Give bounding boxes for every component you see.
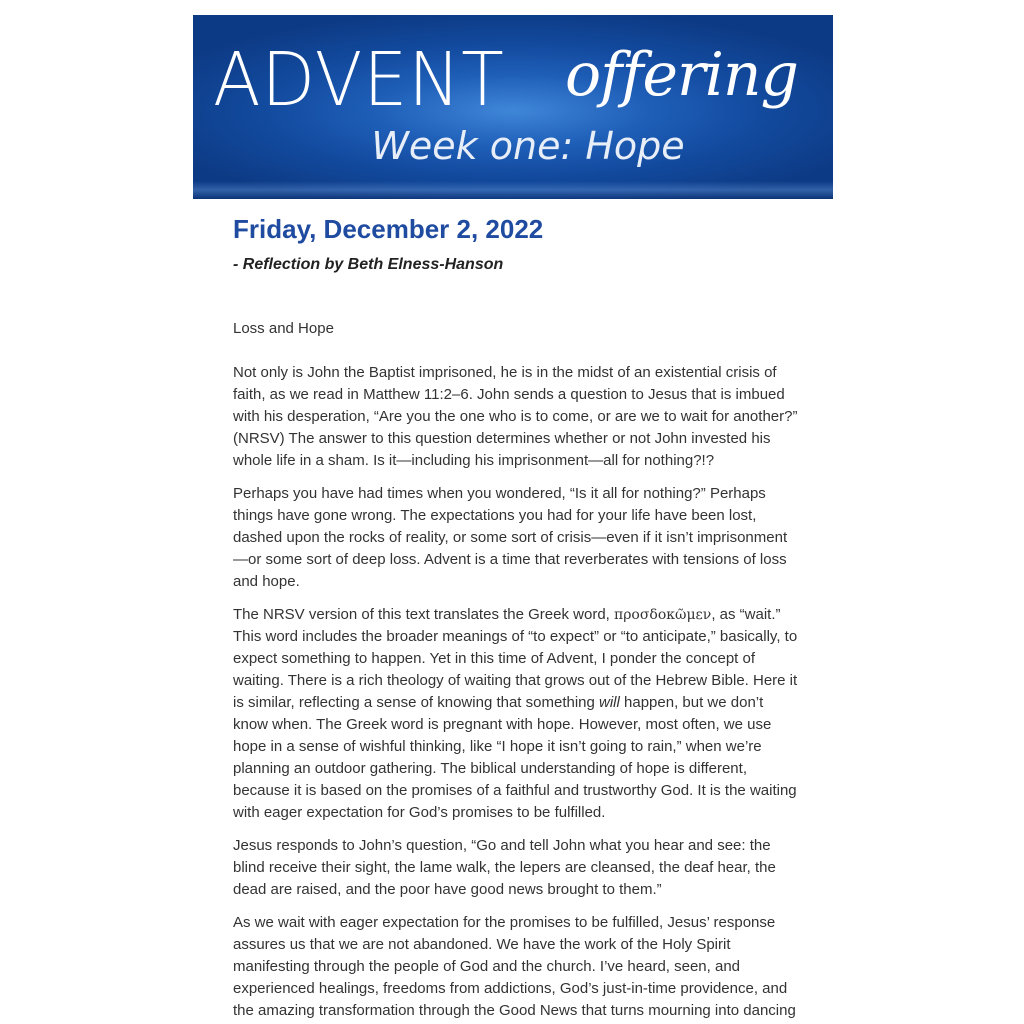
banner-title-advent: ADVENT [213,37,505,123]
emphasis-will: will [599,694,620,711]
banner-title-offering: offering [565,40,798,110]
paragraph-4: Jesus responds to John’s question, “Go and tell John what you hear and see: the blind receive their sight, the lame walk, the lepers are cleansed, the deaf hear, the dead are raised, and the poor have good news brought to them.” [233,837,776,898]
article-byline: - Reflection by Beth Elness-Hanson [233,256,504,273]
banner-subtitle: Week one: Hope [371,124,685,168]
paragraph-1: Not only is John the Baptist imprisoned, he is in the midst of an existential crisis of faith, as we read in Matthew 11:2–6. John sends a question to Jesus that is imbued with his desperation, “Are you the one who is to come, or are we to wait for another?” (NRSV) The answer to this question determines whether or not John invested his whole life in a sham. Is it—including his imprisonment—all for nothing?!? [233,364,798,469]
article-date: Friday, December 2, 2022 [233,214,544,244]
paragraph-3 [233,604,798,824]
paragraph-3-text-b: , as “wait.” This word includes the broader meanings of “to expect” or “to anticipate,” basically, to expect something to happen. Yet in this time of Advent, I ponder the concept of waiting. There is a rich theology of waiting that grows out of the Hebrew Bible. Here it is similar, reflecting a sense of knowing that something [233,606,798,711]
section-title: Loss and Hope [233,320,334,337]
paragraph-3-text-c: happen, but we don’t know when. The Greek word is pregnant with hope. However, most often, we use hope in a sense of wishful thinking, like “I hope it isn’t going to rain,” when we’re planning an outdoor gathering. The biblical understanding of hope is different, because it is based on the promises of a faithful and trustworthy God. It is the waiting with eager expectation for God’s promises to be fulfilled. [233,694,797,821]
paragraph-2: Perhaps you have had times when you wondered, “Is it all for nothing?” Perhaps things have gone wrong. The expectations you had for your life have been lost, dashed upon the rocks of reality, or some sort of crisis—even if it isn’t imprisonment—or some sort of deep loss. Advent is a time that reverberates with tensions of loss and hope. [233,485,788,590]
article-content [233,210,798,1022]
greek-word: προσδοκῶμεν [614,607,712,623]
paragraph-5: As we wait with eager expectation for the promises to be fulfilled, Jesus’ response assures us that we are not abandoned. We have the work of the Holy Spirit manifesting through the people of God and the church. I’ve heard, seen, and experienced healings, freedoms from addictions, God’s just-in-time providence, and the amazing transformation through the Good News that turns mourning into dancing [233,914,796,1019]
advent-offering-banner [193,15,833,199]
paragraph-3-text-a: The NRSV version of this text translates the Greek word, [233,606,614,623]
